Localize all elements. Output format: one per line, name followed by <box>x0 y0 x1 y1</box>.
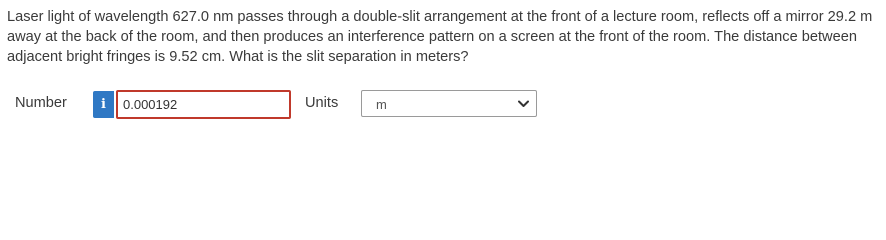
units-selected-value: m <box>376 97 387 112</box>
number-label: Number <box>15 95 67 111</box>
answer-row <box>15 89 575 119</box>
chevron-down-icon <box>518 100 529 108</box>
info-icon[interactable]: i <box>93 91 114 118</box>
question-text: Laser light of wavelength 627.0 nm passes through a double-slit arrangement at the front of a lecture room, reflects off a mirror 29.2 m away at the back of the room, and then produces an interference pattern on a screen at the front of the room. The distance between adjacent bright fringes is 9.52 cm. What is the slit separation in meters? <box>7 9 873 65</box>
units-select[interactable] <box>361 90 537 117</box>
units-label: Units <box>305 95 339 111</box>
number-input[interactable] <box>116 90 291 119</box>
